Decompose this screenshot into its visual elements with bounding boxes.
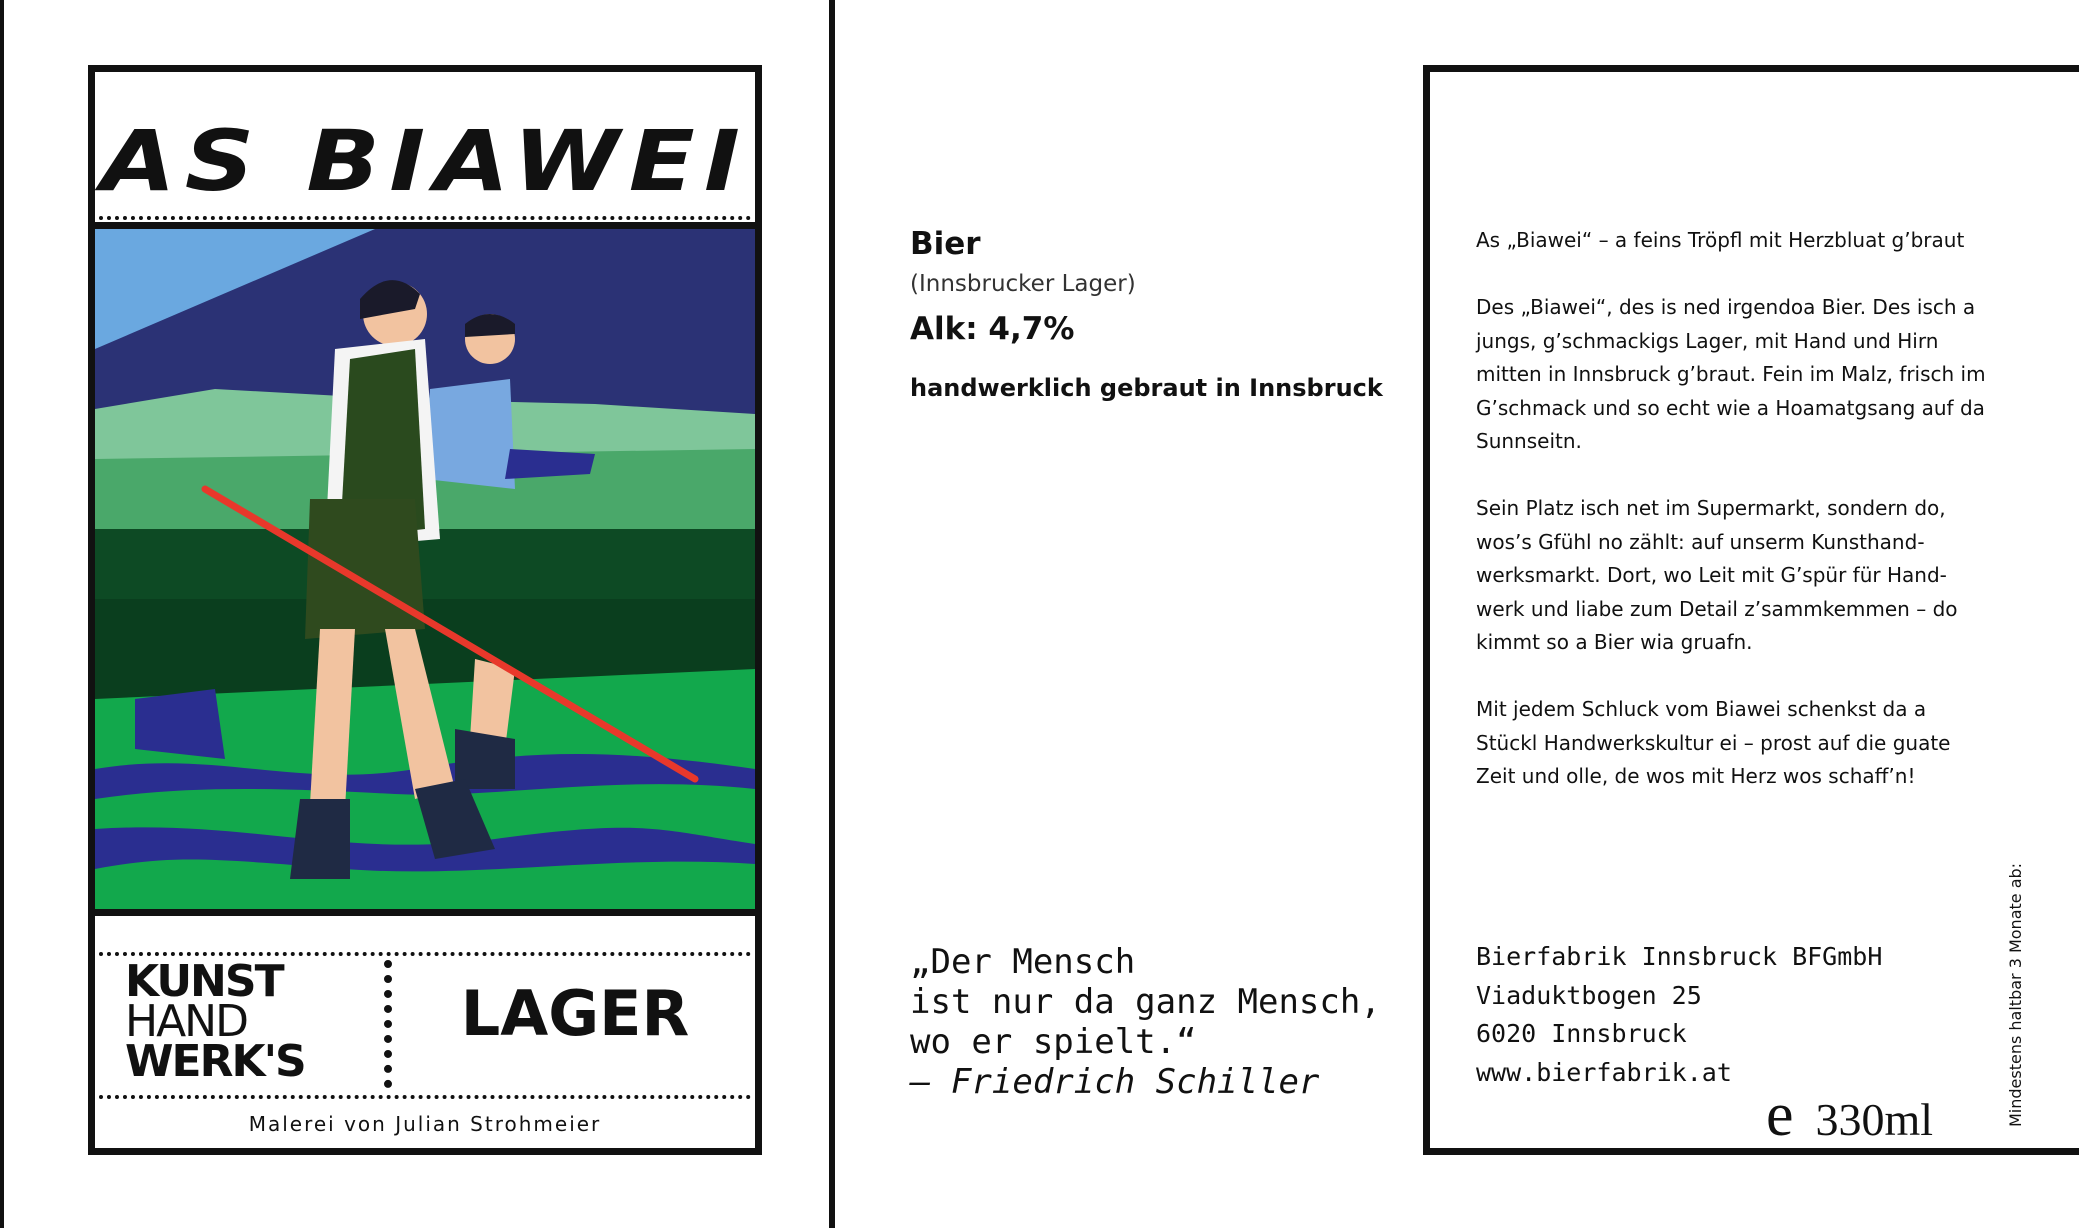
brewery-address — [1476, 938, 1882, 1092]
product-subtype: (Innsbrucker Lager) — [910, 271, 1136, 297]
dotted-divider — [99, 216, 751, 220]
tagline: handwerklich gebraut in Innsbruck — [910, 374, 1383, 402]
website-link[interactable]: www.bierfabrik.at — [1476, 1057, 1732, 1087]
brand-logo — [125, 956, 305, 1087]
description-paragraph: Des „Biawei“, des is ned irgendoa Bier. Des isch a jungs, g’schmackigs Lager, mit Hand und Hirn mitten in Innsbruck g’braut. Fein im Malz, frisch im G’schmack und so echt wie a Hoamatgsang auf da Sunnseitn. — [1476, 295, 1986, 453]
brand-line: HAND — [125, 996, 247, 1047]
product-name: Bier — [910, 226, 981, 262]
dotted-divider-vertical — [384, 960, 392, 1088]
address-line: 6020 Innsbruck — [1476, 1019, 1687, 1048]
brand-line: KUNST — [125, 956, 283, 1007]
volume — [1766, 1080, 1933, 1151]
beer-style: LAGER — [460, 977, 690, 1050]
address-line: Bierfabrik Innsbruck BFGmbH — [1476, 942, 1883, 971]
best-before: Mindestens haltbar 3 Monate ab: — [2006, 862, 2025, 1127]
description-paragraph: Mit jedem Schluck vom Biawei schenkst da a Stückl Handwerkskultur ei – prost auf die guate Zeit und olle, de wos mit Herz wos schaff’n! — [1476, 697, 1951, 788]
volume-value: 330ml — [1815, 1094, 1934, 1145]
address-line: Viaduktbogen 25 — [1476, 980, 1702, 1010]
artist-credit: Malerei von Julian Strohmeier — [248, 1112, 602, 1136]
description — [1476, 224, 1986, 827]
quote-line: ist nur da ganz Mensch, — [910, 982, 1381, 1022]
quote-author: – Friedrich Schiller — [910, 1062, 1320, 1102]
description-paragraph: Sein Platz isch net im Supermarkt, sondern do, wos’s Gfühl no zählt: auf unserm Kunsthandwerksmarkt. Dort, wo Leit mit G’spür für Handwerk und liabe zum Detail z’sammkemmen – do kimmt so a Bier wia gruafn. — [1476, 496, 1958, 654]
frame-bar — [95, 222, 755, 229]
left-border — [0, 0, 4, 1228]
front-label — [88, 65, 762, 1155]
beer-title: AS BIAWEI — [100, 112, 750, 210]
panel-divider — [829, 0, 835, 1228]
quote-line: wo er spielt.“ — [910, 1022, 1197, 1062]
frame-bar — [95, 909, 755, 916]
dotted-divider — [99, 1095, 751, 1099]
description-paragraph: As „Biawei“ – a feins Tröpfl mit Herzbluat g’braut — [1476, 228, 1965, 252]
quote-line: „Der Mensch — [910, 942, 1136, 982]
brand-line: WERK'S — [125, 1036, 305, 1087]
estimated-sign-icon: e — [1766, 1081, 1794, 1149]
schiller-quote — [910, 942, 1381, 1102]
alcohol-content: Alk: 4,7% — [910, 311, 1075, 347]
painting-hikers — [95, 229, 755, 909]
